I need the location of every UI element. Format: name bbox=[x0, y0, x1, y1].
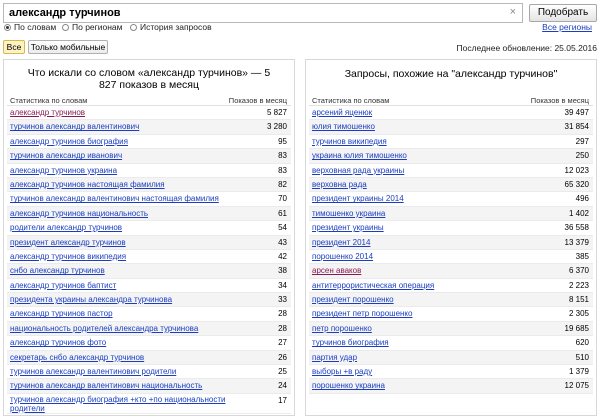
table-row bbox=[7, 336, 291, 350]
impressions-count: 620 bbox=[575, 338, 589, 348]
query-link[interactable]: турчинов александр валентинович национальность bbox=[10, 381, 203, 391]
query-link[interactable]: порошенко украина bbox=[312, 381, 385, 391]
clear-icon[interactable]: × bbox=[509, 6, 516, 18]
table-row bbox=[7, 351, 291, 365]
query-link[interactable]: александр турчинов национальность bbox=[10, 208, 149, 218]
query-link[interactable]: александр турчинов пастор bbox=[10, 309, 113, 319]
mode-history[interactable] bbox=[130, 22, 212, 32]
query-link[interactable]: турчинов александр биография +кто +по национальности родители bbox=[10, 394, 226, 413]
query-link[interactable]: национальность родителей александра турчинова bbox=[10, 323, 199, 333]
query-link[interactable]: арсен аваков bbox=[312, 266, 362, 276]
impressions-count: 33 bbox=[278, 295, 287, 305]
table-header bbox=[7, 94, 291, 106]
radio-icon[interactable] bbox=[62, 24, 69, 31]
query-link[interactable]: секретарь снбо александр турчинов bbox=[10, 352, 145, 362]
table-row bbox=[309, 250, 593, 264]
similar-panel bbox=[305, 59, 597, 416]
table-row bbox=[7, 135, 291, 149]
query-link[interactable]: юлия тимошенко bbox=[312, 122, 375, 132]
table-row bbox=[7, 236, 291, 250]
table-row bbox=[309, 164, 593, 178]
impressions-count: 250 bbox=[575, 151, 589, 161]
table-row bbox=[309, 207, 593, 221]
impressions-count: 6 370 bbox=[568, 266, 589, 276]
table-row bbox=[309, 365, 593, 379]
table-row bbox=[7, 192, 291, 206]
impressions-count: 82 bbox=[278, 179, 287, 189]
mode-label: История запросов bbox=[140, 22, 212, 32]
query-link[interactable]: партия удар bbox=[312, 352, 358, 362]
impressions-count: 24 bbox=[278, 381, 287, 391]
mode-by-words[interactable] bbox=[4, 22, 56, 32]
impressions-count: 39 497 bbox=[564, 108, 589, 117]
column-header-count: Показов в месяц bbox=[530, 96, 589, 105]
query-link[interactable]: тимошенко украина bbox=[312, 208, 386, 218]
table-row bbox=[309, 178, 593, 192]
filter-all-button[interactable]: Все bbox=[3, 40, 25, 54]
impressions-count: 42 bbox=[278, 251, 287, 261]
all-regions-link[interactable]: Все регионы bbox=[542, 22, 592, 32]
query-link[interactable]: верховная рада украины bbox=[312, 165, 405, 175]
impressions-count: 26 bbox=[278, 352, 287, 362]
query-link[interactable]: президента украины александра турчинова bbox=[10, 295, 173, 305]
impressions-count: 13 379 bbox=[564, 237, 589, 247]
impressions-count: 54 bbox=[278, 223, 287, 233]
table-row bbox=[309, 336, 593, 350]
table-row bbox=[7, 221, 291, 235]
impressions-count: 61 bbox=[278, 208, 287, 218]
mode-label: По словам bbox=[14, 22, 57, 32]
table-row bbox=[7, 207, 291, 221]
query-link[interactable]: турчинов александр иванович bbox=[10, 151, 123, 161]
query-link[interactable]: петр порошенко bbox=[312, 323, 372, 333]
words-table bbox=[7, 106, 291, 414]
impressions-count: 31 854 bbox=[564, 122, 589, 132]
impressions-count: 12 023 bbox=[564, 165, 589, 175]
query-link[interactable]: президент украины 2014 bbox=[312, 194, 404, 204]
panel-title: Что искали со словом «александр турчинов» — 5 827 показов в месяц bbox=[27, 67, 271, 91]
impressions-count: 1 402 bbox=[568, 208, 589, 218]
column-header-query: Статистика по словам bbox=[10, 96, 88, 105]
query-link[interactable]: александр турчинов украина bbox=[10, 165, 118, 175]
query-link[interactable]: турчинов википедия bbox=[312, 136, 387, 146]
table-row bbox=[309, 106, 593, 120]
panel-title: Запросы, похожие на "александр турчинов" bbox=[344, 68, 558, 80]
impressions-count: 8 151 bbox=[568, 295, 589, 305]
submit-button[interactable]: Подобрать bbox=[529, 4, 597, 22]
query-link[interactable]: турчинов александр валентинович родители bbox=[10, 367, 177, 377]
table-row bbox=[7, 250, 291, 264]
search-input[interactable] bbox=[3, 3, 523, 23]
impressions-count: 5 827 bbox=[266, 108, 287, 117]
query-link[interactable]: президент 2014 bbox=[312, 237, 371, 247]
impressions-count: 83 bbox=[278, 151, 287, 161]
mode-label: По регионам bbox=[72, 22, 123, 32]
table-row bbox=[309, 293, 593, 307]
impressions-count: 65 320 bbox=[564, 179, 589, 189]
impressions-count: 297 bbox=[575, 136, 589, 146]
impressions-count: 2 223 bbox=[568, 280, 589, 290]
impressions-count: 510 bbox=[575, 352, 589, 362]
impressions-count: 12 075 bbox=[564, 381, 589, 391]
query-link[interactable]: антитеррористическая операция bbox=[312, 280, 435, 290]
table-row bbox=[7, 293, 291, 307]
query-link[interactable]: порошенко 2014 bbox=[312, 251, 374, 261]
table-row bbox=[7, 307, 291, 321]
impressions-count: 28 bbox=[278, 323, 287, 333]
query-link[interactable]: турчинов александр валентинович настоящая фамилия bbox=[10, 194, 219, 204]
table-row bbox=[309, 322, 593, 336]
impressions-count: 19 685 bbox=[564, 323, 589, 333]
table-row bbox=[7, 322, 291, 336]
table-row bbox=[309, 149, 593, 163]
search-query-text: александр турчинов bbox=[9, 7, 121, 19]
query-link[interactable]: александр турчинов настоящая фамилия bbox=[10, 179, 165, 189]
impressions-count: 36 558 bbox=[564, 223, 589, 233]
query-link[interactable]: александр турчинов bbox=[10, 108, 86, 117]
query-link[interactable]: выборы +в раду bbox=[312, 367, 373, 377]
radio-icon[interactable] bbox=[130, 24, 137, 31]
query-link[interactable]: президент александр турчинов bbox=[10, 237, 126, 247]
impressions-count: 34 bbox=[278, 280, 287, 290]
impressions-count: 17 bbox=[278, 395, 287, 405]
query-link[interactable]: президент украины bbox=[312, 223, 384, 233]
impressions-count: 95 bbox=[278, 136, 287, 146]
impressions-count: 3 280 bbox=[266, 122, 287, 132]
table-row bbox=[7, 178, 291, 192]
table-row bbox=[309, 120, 593, 134]
table-row bbox=[309, 307, 593, 321]
table-row bbox=[309, 351, 593, 365]
impressions-count: 2 305 bbox=[568, 309, 589, 319]
table-row bbox=[7, 120, 291, 134]
query-link[interactable]: арсений яценюк bbox=[312, 108, 373, 117]
query-link[interactable]: снбо александр турчинов bbox=[10, 266, 105, 276]
table-row bbox=[309, 135, 593, 149]
query-link[interactable]: александр турчинов биография bbox=[10, 136, 128, 146]
filter-mobile-button[interactable]: Только мобильные bbox=[28, 40, 108, 54]
impressions-count: 25 bbox=[278, 367, 287, 377]
table-row bbox=[309, 236, 593, 250]
mode-by-regions[interactable] bbox=[62, 22, 123, 32]
table-row bbox=[309, 192, 593, 206]
query-link[interactable]: турчинов биография bbox=[312, 338, 389, 348]
impressions-count: 496 bbox=[575, 194, 589, 204]
query-link[interactable]: александр турчинов википедия bbox=[10, 251, 127, 261]
search-row bbox=[3, 3, 597, 23]
last-update: Последнее обновление: 25.05.2016 bbox=[456, 43, 597, 53]
table-row bbox=[7, 264, 291, 278]
similar-table bbox=[309, 106, 593, 394]
impressions-count: 43 bbox=[278, 237, 287, 247]
impressions-count: 38 bbox=[278, 266, 287, 276]
query-link[interactable]: турчинов александр валентинович bbox=[10, 122, 140, 132]
table-row bbox=[7, 379, 291, 393]
words-panel bbox=[3, 59, 295, 416]
table-row bbox=[309, 264, 593, 278]
radio-checked-icon[interactable] bbox=[4, 24, 11, 31]
table-row bbox=[7, 394, 291, 414]
column-header-count: Показов в месяц bbox=[228, 96, 287, 105]
table-row bbox=[7, 106, 291, 120]
table-header bbox=[309, 94, 593, 106]
table-row bbox=[7, 279, 291, 293]
mode-selector bbox=[4, 22, 596, 34]
query-link[interactable]: верховна рада bbox=[312, 179, 367, 189]
impressions-count: 70 bbox=[278, 194, 287, 204]
table-row bbox=[309, 279, 593, 293]
column-header-query: Статистика по словам bbox=[312, 96, 390, 105]
table-row bbox=[7, 149, 291, 163]
impressions-count: 1 379 bbox=[568, 367, 589, 377]
table-row bbox=[7, 164, 291, 178]
impressions-count: 385 bbox=[575, 251, 589, 261]
impressions-count: 83 bbox=[278, 165, 287, 175]
query-link[interactable]: президент порошенко bbox=[312, 295, 394, 305]
table-row bbox=[7, 365, 291, 379]
table-row bbox=[309, 379, 593, 393]
query-link[interactable]: александр турчинов фото bbox=[10, 338, 107, 348]
impressions-count: 28 bbox=[278, 309, 287, 319]
table-row bbox=[309, 221, 593, 235]
impressions-count: 27 bbox=[278, 338, 287, 348]
query-link[interactable]: украина юлия тимошенко bbox=[312, 151, 407, 161]
query-link[interactable]: родители александр турчинов bbox=[10, 223, 123, 233]
query-link[interactable]: александр турчинов баптист bbox=[10, 280, 117, 290]
query-link[interactable]: президент петр порошенко bbox=[312, 309, 413, 319]
